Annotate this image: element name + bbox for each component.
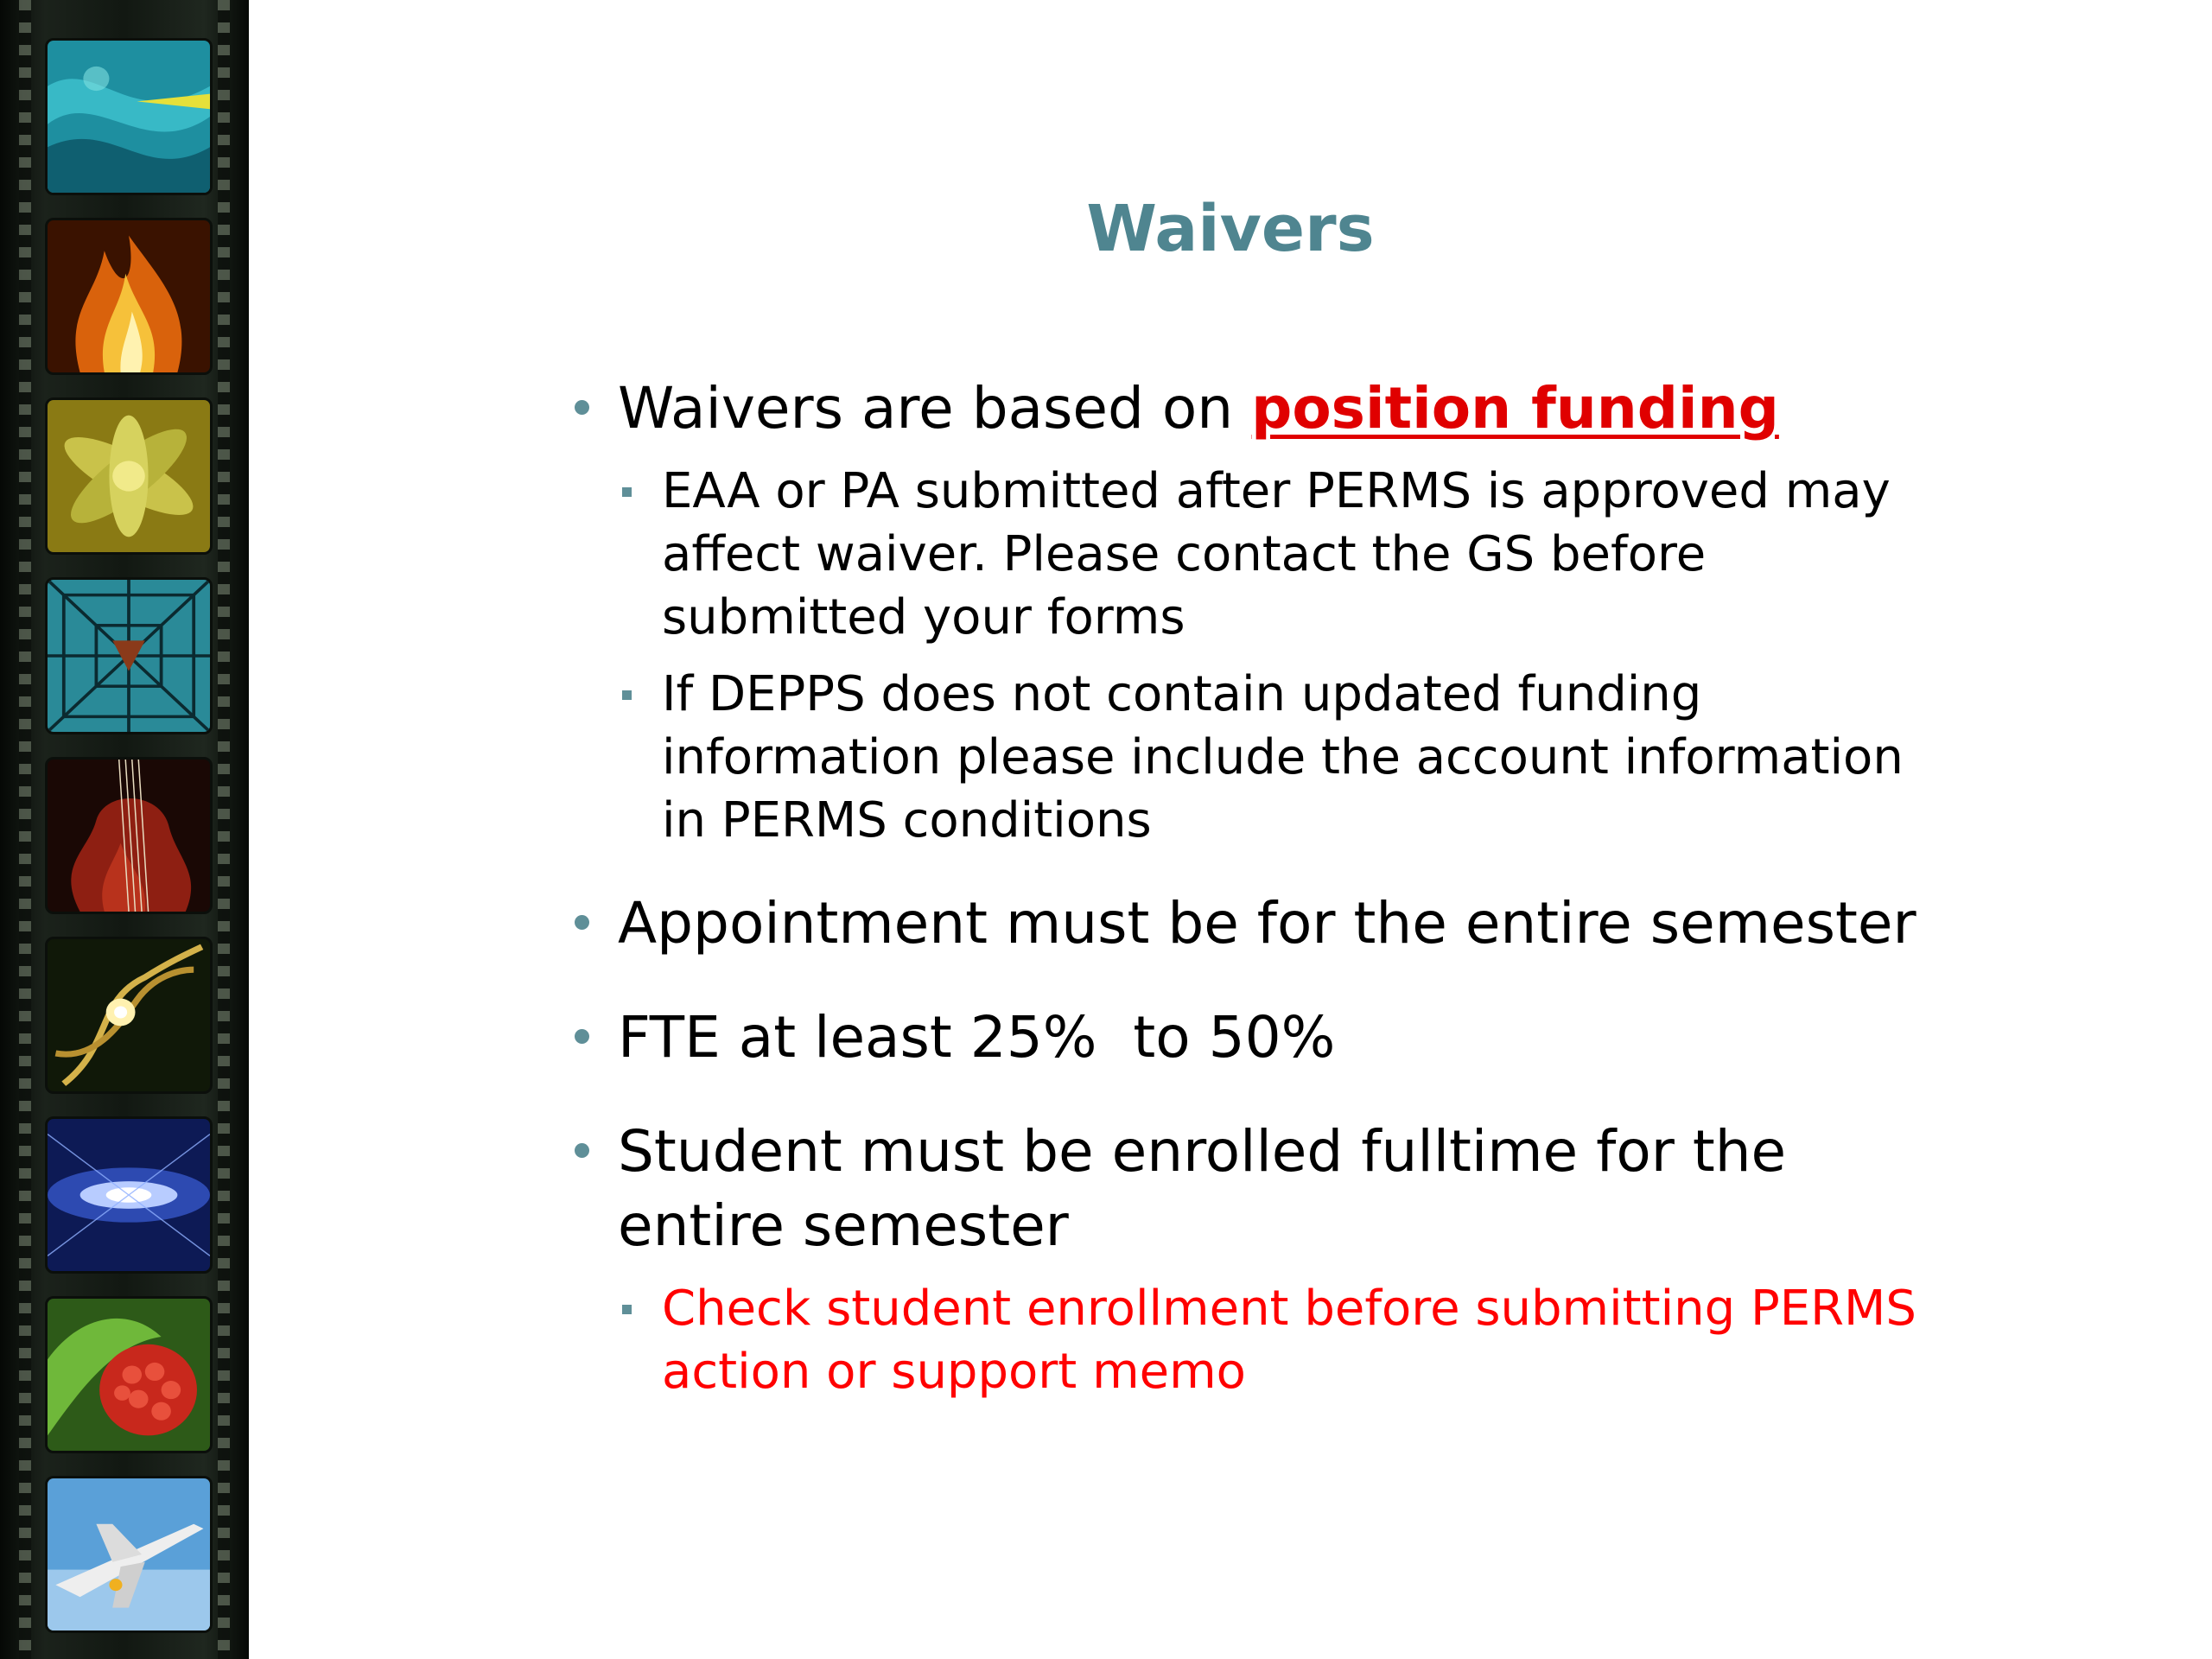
bullet-dot-icon	[575, 400, 589, 415]
bullet-item	[570, 1001, 1953, 1075]
highlighted-link-text: position funding	[1251, 375, 1779, 442]
film-strip-decoration	[0, 0, 249, 1659]
sub-bullet-square-icon	[622, 1305, 632, 1314]
sub-bullet-item	[570, 460, 1953, 649]
dna-helix-icon	[45, 937, 213, 1094]
bullet-text: Appointment must be for the entire semester	[618, 890, 1916, 957]
sub-bullet-text: EAA or PA submitted after PERMS is approved may affect waiver. Please contact the GS before submitted your forms	[662, 463, 1891, 645]
fire-icon	[45, 218, 213, 375]
bullet-text: Waivers are based on	[618, 375, 1252, 442]
bullet-text: Student must be enrolled fulltime for the entire semester	[618, 1118, 1787, 1259]
film-perforations-right	[218, 0, 230, 1659]
film-perforations-left	[19, 0, 31, 1659]
light-burst-icon	[45, 1116, 213, 1274]
slide-title: Waivers	[1086, 192, 1375, 266]
bullet-dot-icon	[575, 915, 589, 930]
violin-icon	[45, 757, 213, 914]
bullet-item	[570, 887, 1953, 961]
sub-bullet-text: If DEPPS does not contain updated funding information please include the account information in PERMS conditions	[662, 666, 1904, 849]
sub-bullet-item	[570, 663, 1953, 852]
sub-bullet-item	[570, 1277, 1953, 1403]
abstract-cyan-icon	[45, 38, 213, 195]
flower-icon	[45, 397, 213, 555]
slide-body	[570, 372, 1953, 1403]
bullet-item	[570, 372, 1953, 446]
airplane-icon	[45, 1476, 213, 1633]
sub-bullet-square-icon	[622, 487, 632, 497]
bullet-dot-icon	[575, 1029, 589, 1044]
bullet-text: FTE at least 25% to 50%	[618, 1004, 1336, 1071]
tower-structure-icon	[45, 577, 213, 734]
sub-bullet-square-icon	[622, 690, 632, 700]
raspberry-icon	[45, 1296, 213, 1453]
bullet-dot-icon	[575, 1143, 589, 1158]
sub-bullet-text-emphasis: Check student enrollment before submitting PERMS action or support memo	[662, 1281, 1916, 1400]
bullet-item	[570, 1115, 1953, 1263]
